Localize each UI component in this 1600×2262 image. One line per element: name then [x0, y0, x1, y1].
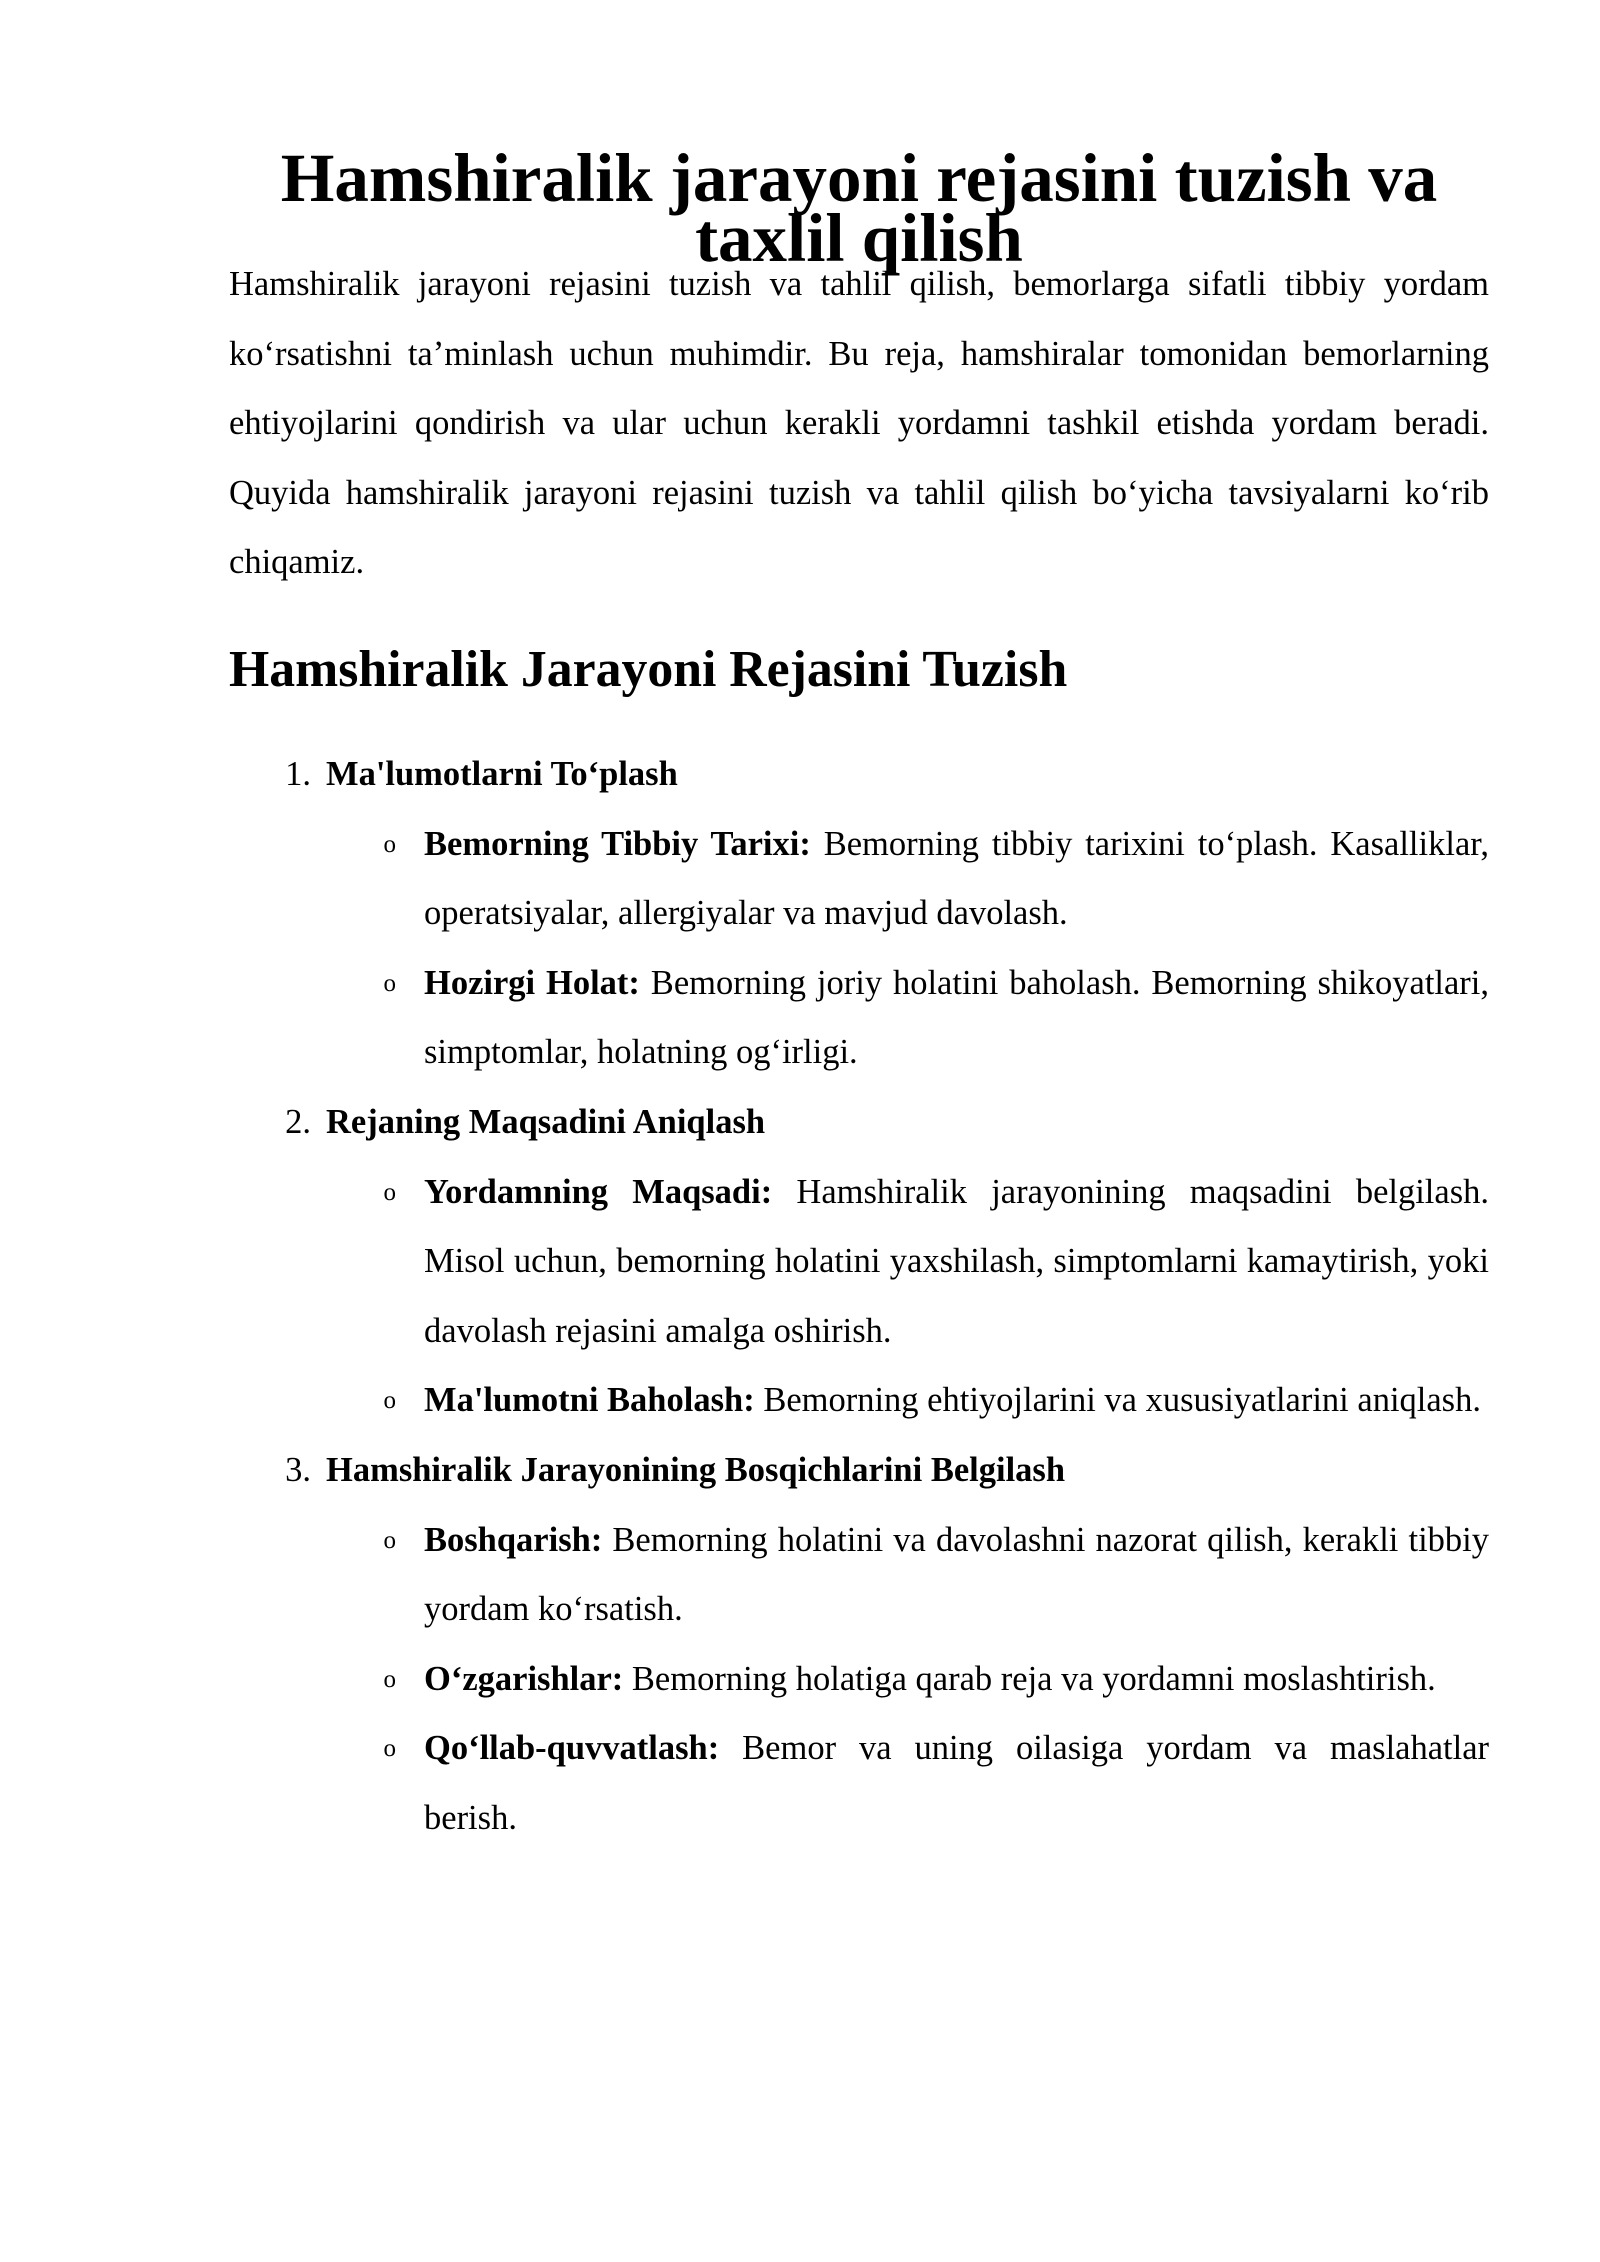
sub-item [229, 1158, 1489, 1367]
sub-item [229, 949, 1489, 1088]
sub-item-body: Hamshiralik jarayonining maqsadini belgilash. Misol uchun, bemorning holatini yaxshilash, simptomlarni kamaytirish, yoki davolash rejasini amalga oshirish. [424, 1172, 1489, 1350]
sub-item-label: Oʻzgarishlar: [424, 1659, 624, 1698]
sub-item-text [424, 810, 1489, 949]
sub-item-body: Bemorning holatiga qarab reja va yordamni moslashtirish. [623, 1659, 1436, 1698]
bullet-marker: o [383, 1735, 396, 1763]
steps-list [229, 740, 1489, 1854]
sub-item-text [424, 1645, 1489, 1715]
section-heading: Hamshiralik Jarayoni Rejasini Tuzish [229, 640, 1068, 698]
sub-list [229, 810, 1489, 1088]
sub-item-text [424, 1714, 1489, 1853]
list-item [229, 740, 1489, 1088]
sub-item-text [424, 1366, 1489, 1436]
document-page [229, 140, 1490, 1853]
sub-list [229, 1158, 1489, 1436]
sub-item-body: Bemorning ehtiyojlarini va xususiyatlarini aniqlash. [754, 1381, 1481, 1420]
bullet-marker: o [383, 969, 396, 997]
sub-item-body: Bemor va uning oilasiga yordam va maslahatlar berish. [424, 1729, 1489, 1837]
bullet-marker: o [383, 1526, 396, 1554]
sub-item-text [424, 1158, 1489, 1367]
step-title: Hamshiralik Jarayonining Bosqichlarini Belgilash [326, 1450, 1066, 1489]
bullet-marker: o [383, 1387, 396, 1415]
sub-item-body: Bemorning joriy holatini baholash. Bemorning shikoyatlari, simptomlar, holatning ogʻirligi. [424, 963, 1490, 1072]
sub-item-body: Bemorning holatini va davolashni nazorat qilish, kerakli tibbiy yordam koʻrsatish. [424, 1520, 1489, 1629]
sub-list [229, 1506, 1489, 1854]
sub-item [229, 810, 1489, 949]
sub-item-label: Boshqarish: [424, 1520, 603, 1559]
step-title: Rejaning Maqsadini Aniqlash [326, 1102, 766, 1141]
step-heading [229, 1436, 1489, 1506]
sub-item-text [424, 949, 1489, 1088]
step-number: 1. [285, 754, 311, 793]
bullet-marker: o [383, 830, 396, 858]
step-heading [229, 1088, 1489, 1158]
sub-item [229, 1506, 1489, 1645]
step-number: 2. [285, 1102, 311, 1141]
bullet-marker: o [383, 1665, 396, 1693]
bullet-marker: o [383, 1178, 396, 1206]
sub-item [229, 1714, 1489, 1853]
sub-item-label: Bemorning Tibbiy Tarixi: [424, 824, 811, 863]
sub-item-label: Ma'lumotni Baholash: [424, 1381, 755, 1420]
step-number: 3. [285, 1450, 311, 1489]
sub-item-label: Qoʻllab-quvvatlash: [424, 1729, 720, 1768]
sub-item-text [424, 1506, 1489, 1645]
sub-item-body: Bemorning tibbiy tarixini toʻplash. Kasalliklar, operatsiyalar, allergiyalar va mavjud davolash. [424, 824, 1489, 933]
step-title: Ma'lumotlarni Toʻplash [326, 754, 678, 793]
sub-item [229, 1366, 1489, 1436]
list-item [229, 1436, 1489, 1854]
list-item [229, 1088, 1489, 1436]
sub-item [229, 1645, 1489, 1715]
document-title: Hamshiralik jarayoni rejasini tuzish va taxlil qilish [280, 140, 1438, 276]
step-heading [229, 740, 1489, 810]
sub-item-label: Yordamning Maqsadi: [424, 1172, 773, 1211]
sub-item-label: Hozirgi Holat: [424, 963, 640, 1002]
intro-paragraph: Hamshiralik jarayoni rejasini tuzish va tahlil qilish, bemorlarga sifatli tibbiy yordam koʻrsatishni taʼminlash uchun muhimdir. Bu reja, hamshiralar tomonidan bemorlarning ehtiyojlarini qondirish va ular uchun kerakli yordamni tashkil etishda yordam beradi. Quyida hamshiralik jarayoni rejasini tuzish va tahlil qilish boʻyicha tavsiyalarni koʻrib chiqamiz. [229, 265, 1489, 582]
